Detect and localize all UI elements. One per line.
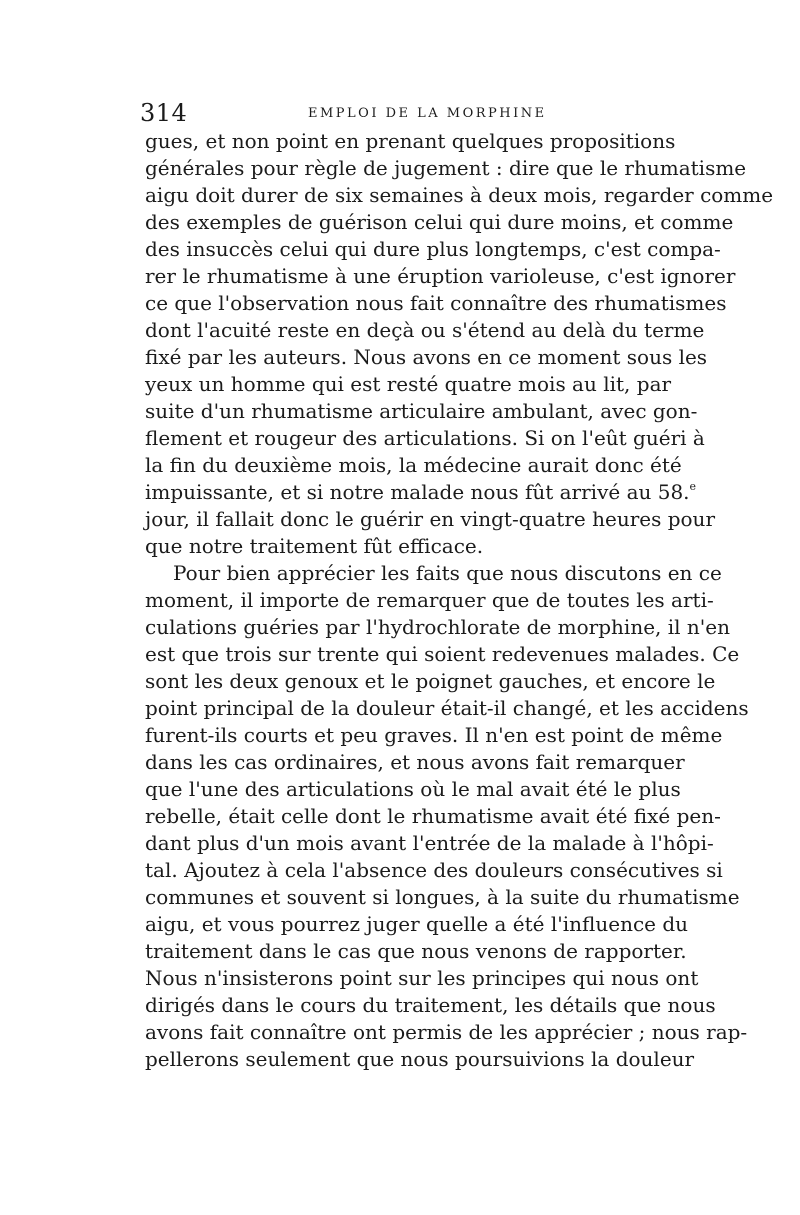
text-line: jour, il fallait donc le guérir en vingt-quatre heures pour [145,507,715,531]
ordinal-superscript: e [689,480,697,493]
text-line: dirigés dans le cours du traitement, les détails que nous [145,993,716,1017]
paragraph-end-line: que notre traitement fût efficace. [145,534,484,558]
text-line: impuissante, et si notre malade nous fût arrivé au 58. [145,480,690,504]
text-line: tal. Ajoutez à cela l'absence des douleurs consécutives si [145,858,723,882]
text-line: aigu doit durer de six semaines à deux mois, regarder comme [145,183,774,207]
text-line: flement et rougeur des articulations. Si on l'eût guéri à [145,426,705,450]
body-text [145,128,774,1073]
text-line: moment, il importe de remarquer que de toutes les arti- [145,588,714,612]
text-line: suite d'un rhumatisme articulaire ambulant, avec gon- [145,399,698,423]
text-line: générales pour règle de jugement : dire que le rhumatisme [145,156,747,180]
text-line: que l'une des articulations où le mal avait été le plus [145,777,681,801]
text-line: fixé par les auteurs. Nous avons en ce moment sous les [145,345,708,369]
text-line: furent-ils courts et peu graves. Il n'en est point de même [145,723,723,747]
text-line-with-ordinal [145,479,697,506]
text-line: rer le rhumatisme à une éruption varioleuse, c'est ignorer [145,264,736,288]
text-line: gues, et non point en prenant quelques propositions [145,129,676,153]
text-line: dans les cas ordinaires, et nous avons fait remarquer [145,750,685,774]
text-line: ce que l'observation nous fait connaître des rhumatismes [145,291,727,315]
text-line: communes et souvent si longues, à la suite du rhumatisme [145,885,740,909]
running-head: EMPLOI DE LA MORPHINE [308,106,547,121]
text-line: la fin du deuxième mois, la médecine aurait donc été [145,453,682,477]
text-line: dont l'acuité reste en deçà ou s'étend au delà du terme [145,318,705,342]
page-number: 314 [140,99,188,127]
text-line: traitement dans le cas que nous venons de rapporter. [145,939,687,963]
paragraph-start-line: Pour bien apprécier les faits que nous discutons en ce [173,561,722,585]
text-line: dant plus d'un mois avant l'entrée de la malade à l'hôpi- [145,831,714,855]
text-line: est que trois sur trente qui soient redevenues malades. Ce [145,642,740,666]
text-line: culations guéries par l'hydrochlorate de morphine, il n'en [145,615,730,639]
text-line: point principal de la douleur était-il changé, et les accidens [145,696,749,720]
text-line: pellerons seulement que nous poursuivions la douleur [145,1047,695,1071]
text-line: avons fait connaître ont permis de les apprécier ; nous rap- [145,1020,748,1044]
text-line: Nous n'insisterons point sur les principes qui nous ont [145,966,699,990]
text-line: sont les deux genoux et le poignet gauches, et encore le [145,669,716,693]
text-line: aigu, et vous pourrez juger quelle a été l'influence du [145,912,689,936]
text-line: yeux un homme qui est resté quatre mois au lit, par [145,372,672,396]
text-line: des insuccès celui qui dure plus longtemps, c'est compa- [145,237,721,261]
text-line: rebelle, était celle dont le rhumatisme avait été fixé pen- [145,804,721,828]
page-header [140,100,680,130]
text-line: des exemples de guérison celui qui dure moins, et comme [145,210,734,234]
